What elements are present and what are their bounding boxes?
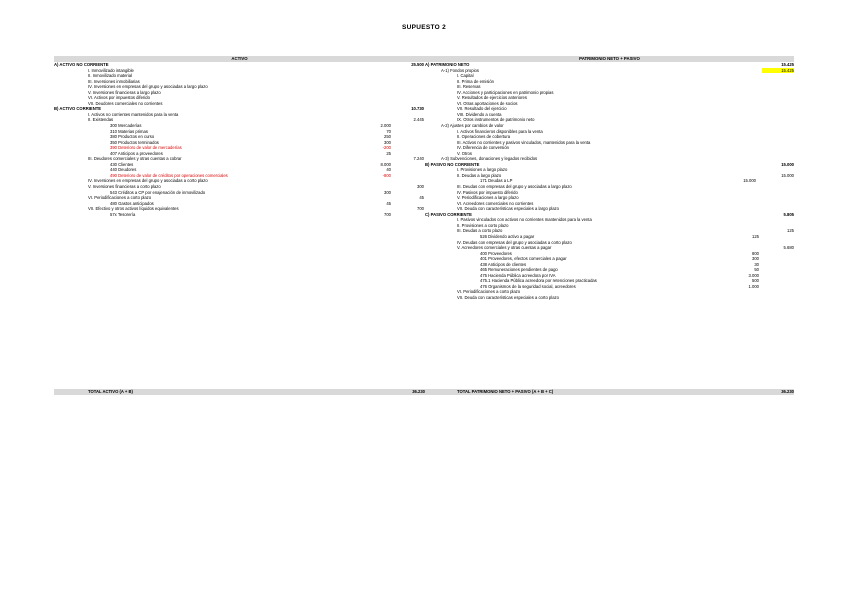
row-value: 800	[752, 250, 759, 256]
row-value: -200	[382, 145, 391, 151]
row-label: III. Deudores comerciales y otras cuentas a cobrar	[88, 156, 182, 162]
row-label: 480 Gastos anticipados	[110, 200, 154, 206]
row-label: A) PATRIMONIO NETO	[425, 62, 470, 67]
row-value: 700	[417, 206, 424, 212]
total-activo-value: 36.230	[412, 389, 425, 394]
row-label: V. Inversiones financieras a corto plazo	[88, 184, 161, 190]
row-label: V. Otros	[457, 150, 472, 156]
row-label: VI. Periodificaciones a corto plazo	[457, 289, 521, 295]
row-label: A-1) Fondos propios	[441, 67, 479, 73]
row-value: 2.445	[413, 117, 424, 123]
row-label: 490 Deterioro de valor de créditos por operaciones comerciales	[110, 172, 228, 178]
row-value: 250	[384, 134, 391, 140]
row-value: 7.240	[413, 156, 424, 162]
row-label: A-3) Subvenciones, donaciones y legados recibidos	[441, 156, 538, 162]
row-label: V. Acreedores comerciales y otras cuentas a pagar	[457, 245, 552, 251]
row-label: VII. Deuda con características especiales a largo plazo	[457, 206, 559, 212]
row-label: VI. Periodificaciones a corto plazo	[88, 195, 152, 201]
row-label: C) PASIVO CORRIENTE	[425, 211, 472, 217]
activo-header: ACTIVO	[54, 56, 425, 62]
row-label: II. Prima de emisión	[457, 78, 495, 84]
row-label: 171 Deudas a LP	[480, 178, 513, 184]
row-label: II. Provisiones a corto plazo	[457, 222, 509, 228]
row-value: 300	[384, 139, 391, 145]
row-label: 430 Clientes	[110, 161, 134, 167]
row-value: 15.000	[781, 161, 794, 167]
row-value: 15.000	[743, 178, 756, 184]
row-label: VI. Otras aportaciones de socios	[457, 100, 518, 106]
row-label: IX. Otros instrumentos de patrimonio neto	[457, 117, 535, 123]
row-label: II. Inmovilizado material	[88, 73, 132, 79]
row-label: II. Deudas a largo plazo	[457, 172, 502, 178]
row-value: 15.000	[781, 172, 794, 178]
row-label: III. Deudas con empresas del grupo y asociadas a largo plazo	[457, 184, 572, 190]
row-label: I. Pasivos vinculados con activos no corrientes mantenidos para la venta	[457, 217, 592, 223]
row-value: 300	[384, 189, 391, 195]
row-label: 438 Anticipos de clientes	[480, 261, 527, 267]
row-value: 1.000	[748, 283, 759, 289]
row-value: 25	[386, 150, 391, 156]
row-label: 300 Mercaderías	[110, 123, 142, 129]
row-value: 15.425	[781, 62, 794, 67]
page-title: SUPUESTO 2	[401, 24, 447, 31]
row-value: 3.000	[748, 272, 759, 278]
row-value: 15.425	[762, 68, 794, 74]
row-label: VII. Resultado del ejercicio	[457, 106, 507, 112]
row-label: I. Provisiones a largo plazo	[457, 167, 508, 173]
row-label: V. Inversiones financieras a largo plazo	[88, 89, 161, 95]
row-label: 465 Remuneraciones pendientes de pago	[480, 267, 558, 273]
row-label: VII. Efectivo y otros activos líquidos equivalentes	[88, 206, 179, 212]
row-label: 380 Productos en curso	[110, 134, 155, 140]
total-pasivo-row	[425, 389, 794, 395]
row-value: 2.000	[380, 123, 391, 129]
row-label: VIII. Dividendo a cuenta	[457, 111, 502, 117]
row-label: 407 Anticipos a proveedores	[110, 150, 163, 156]
row-label: 400 Proveedores	[480, 250, 512, 256]
total-activo-row	[54, 389, 425, 395]
total-pasivo-label: TOTAL PATRIMONIO NETO + PASIVO (A + B + C)	[457, 389, 554, 394]
row-label: I. Capital	[457, 73, 474, 79]
row-value: 125	[752, 233, 759, 239]
row-label: I. Inmovilizado intangible	[88, 67, 134, 73]
row-label: A-2) Ajustes por cambios de valor	[441, 123, 504, 129]
row-label: 401 Proveedores, efectos comerciales a pagar	[480, 256, 567, 262]
row-label: III. Reservas	[457, 84, 481, 90]
total-activo-label: TOTAL ACTIVO (A + B)	[88, 389, 133, 394]
row-label: III. Deudas a corto plazo	[457, 228, 503, 234]
table-row	[54, 212, 425, 218]
row-label: 310 Materias primas	[110, 128, 148, 134]
row-label: VI. Activos por impuestos diferido	[88, 95, 150, 101]
row-value: 125	[787, 228, 794, 234]
row-label: 350 Productos terminados	[110, 139, 159, 145]
row-label: B) PASIVO NO CORRIENTE	[425, 161, 480, 167]
row-value: 300	[752, 256, 759, 262]
row-label: V. Periodificaciones a largo plazo	[457, 195, 519, 201]
row-label: IV. Pasivos por impuesto diferido	[457, 189, 518, 195]
row-label: A) ACTIVO NO CORRIENTE	[54, 62, 109, 67]
row-value: 40	[386, 167, 391, 173]
row-label: V. Resultados de ejercicios anteriores	[457, 95, 527, 101]
row-label: IV. Inversiones en empresas del grupo y asociadas a largo plazo	[88, 84, 208, 90]
row-label: I. Activos financieros disponibles para la venta	[457, 128, 543, 134]
row-label: 526 Dividendo activo a pagar	[480, 233, 535, 239]
table-row	[425, 295, 794, 301]
row-label: B) ACTIVO CORRIENTE	[54, 106, 102, 112]
row-value: 45	[419, 195, 424, 201]
row-label: 475 Hacienda Pública acreedora por IVA	[480, 272, 556, 278]
total-pasivo-value: 36.230	[781, 389, 794, 394]
row-label: II. Existendas	[88, 117, 114, 123]
row-label: 543 Créditos a CP por enajenación de inmovilizado	[110, 189, 206, 195]
row-value: 5.680	[783, 245, 794, 251]
row-label: 475.1 Hacienda Pública acreedora por retenciones practicadas	[480, 278, 597, 284]
row-label: IV. Acciones y participaciones en patrimonio propias	[457, 89, 554, 95]
row-value: 5.805	[783, 211, 794, 217]
row-label: IV. Diferencia de conversión	[457, 145, 509, 151]
row-label: VII. Deuda con características especiales a corto plazo	[457, 294, 559, 300]
row-label: III. Activos no corrientes y pasivos vinculados, mantenidos para la venta	[457, 139, 591, 145]
row-value: -800	[382, 172, 391, 178]
row-value: 300	[417, 184, 424, 190]
row-label: VII. Deudores comerciales no corrientes	[88, 100, 163, 106]
row-value: 45	[386, 200, 391, 206]
row-value: 25.500	[411, 62, 424, 67]
row-value: 10.730	[411, 106, 424, 112]
row-label: II. Operaciones de cobertura	[457, 134, 511, 140]
row-value: 8.000	[380, 161, 391, 167]
pasivo-column	[425, 62, 794, 301]
row-label: I. Activos no corrientes mantenidos para la venta	[88, 111, 179, 117]
row-label: 390 Deterioro de valor de mercaderías	[110, 145, 182, 151]
row-label: 476 Organismos de la seguridad social, acreedores	[480, 283, 576, 289]
row-label: IV. Deudas con empresas del grupo y asociadas a corto plazo	[457, 239, 572, 245]
row-value: 50	[754, 267, 759, 273]
row-value: 30	[754, 261, 759, 267]
row-label: 57x Tesorería	[110, 211, 136, 217]
row-value: 70	[386, 128, 391, 134]
row-value: 500	[752, 278, 759, 284]
row-value: 700	[384, 211, 391, 217]
row-label: III. Inversiones inmobiliarias	[88, 78, 140, 84]
activo-column	[54, 62, 425, 217]
pasivo-header: PATRIMONIO NETO + PASIVO	[425, 56, 794, 62]
row-label: 440 Deudores	[110, 167, 137, 173]
row-label: IV. Inversiones en empresas del grupo y asociadas a corto plazo	[88, 178, 208, 184]
row-label: VI. Acreedores comerciales no corrientes	[457, 200, 534, 206]
